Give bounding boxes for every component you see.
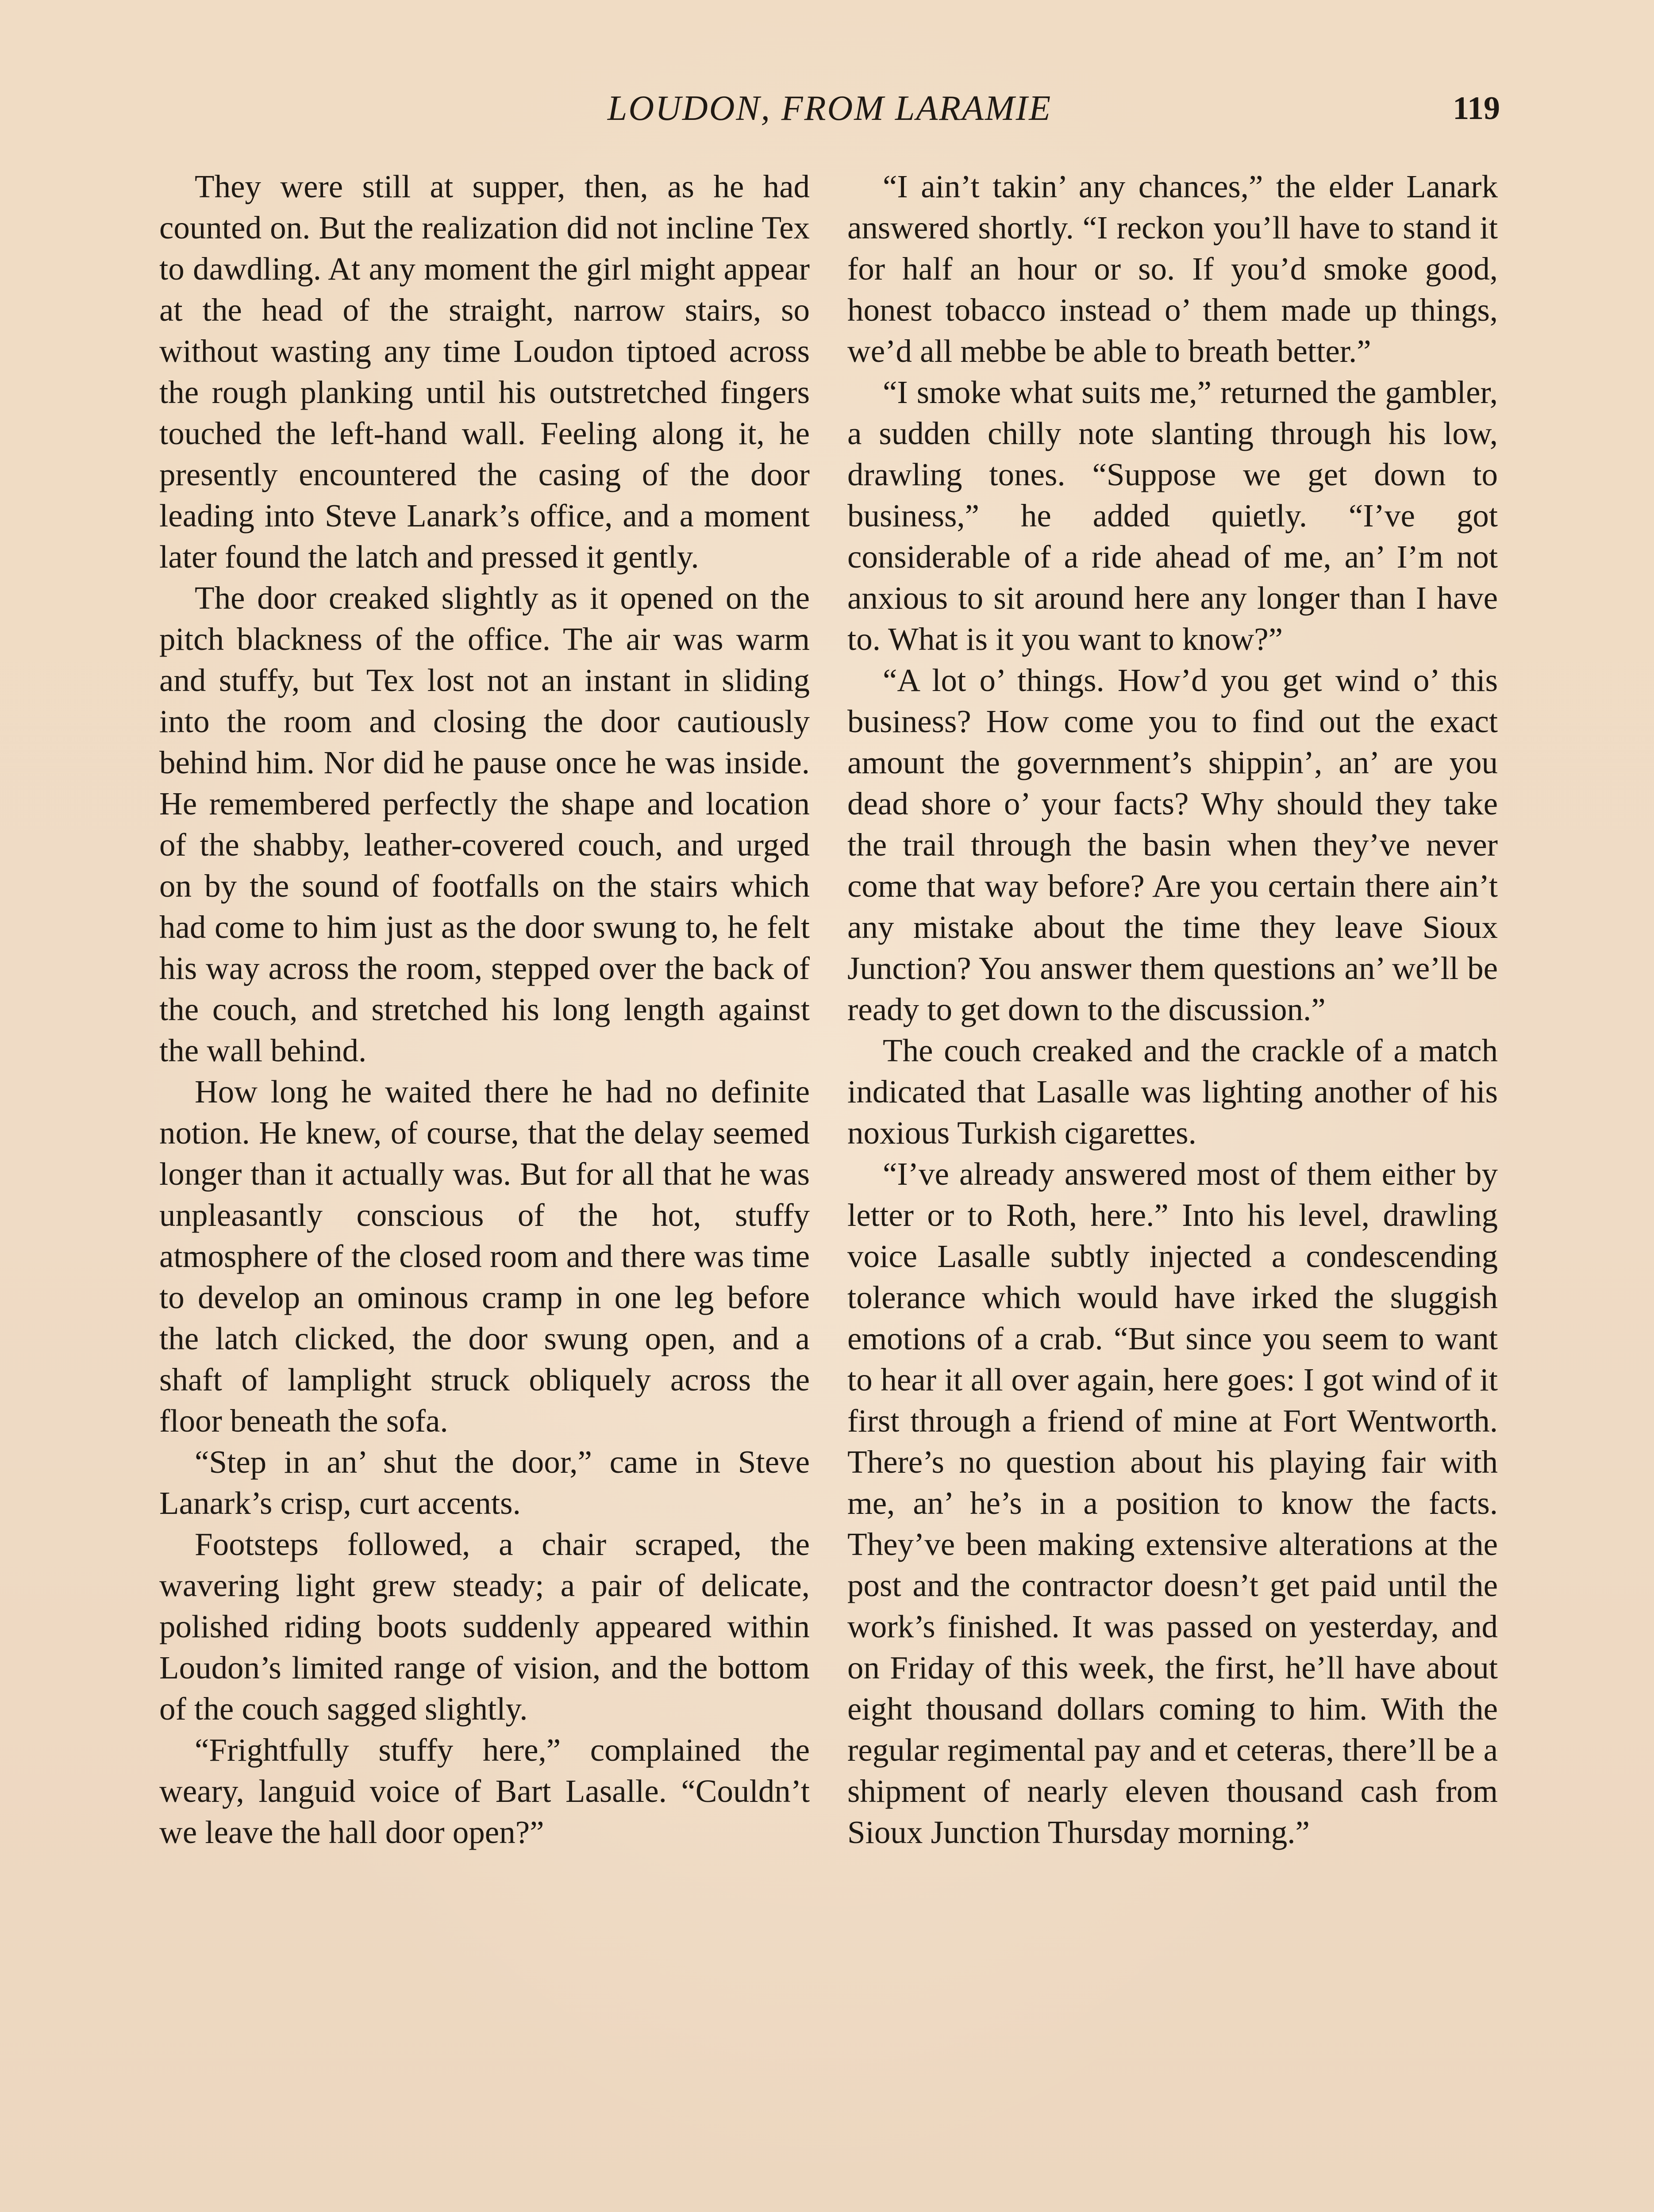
paragraph: “A lot o’ things. How’d you get wind o’ this business? How come you to find out the exact amount the government’s shippin’, an’ are you dead shore o’ your facts? Why should they take the trail through the basin when they’ve never come that way before? Are you certain there ain’t any mistake about the time they leave Sioux Junction? You answer them questions an’ we’ll be ready to get down to the discussion.” bbox=[847, 662, 1498, 1027]
paragraph: “I ain’t takin’ any chances,” the elder Lanark answered shortly. “I reckon you’ll have to stand it for half an hour or so. If you’d smoke good, honest tobacco instead o’ them made up things, we’d all mebbe be able to breath better.” bbox=[847, 169, 1498, 369]
paragraph: Footsteps followed, a chair scraped, the wavering light grew steady; a pair of delicate, polished riding boots suddenly appeared within Loudon’s limited range of vision, and the bottom of the couch sagged slightly. bbox=[159, 1526, 810, 1727]
paragraph: “Step in an’ shut the door,” came in Steve Lanark’s crisp, curt accents. bbox=[159, 1444, 810, 1521]
page-number: 119 bbox=[1453, 90, 1500, 127]
paragraph: “I smoke what suits me,” returned the gambler, a sudden chilly note slanting through his low, drawling tones. “Suppose we get down to business,” he added quietly. “I’ve got considerable of a ride ahead of me, an’ I’m not anxious to sit around here any longer than I have to. What is it you want to know?” bbox=[847, 374, 1498, 657]
page-header bbox=[159, 84, 1500, 137]
paragraph: “I’ve already answered most of them either by letter or to Roth, here.” Into his level, drawling voice Lasalle subtly injected a condescending tolerance which would have irked the sluggish emotions of a crab. “But since you seem to want to hear it all over again, here goes: I got wind of it first through a friend of mine at Fort Wentworth. There’s no question about his playing fair with me, an’ he’s in a position to know the facts. They’ve been making extensive alterations at the post and the contractor doesn’t get paid until the work’s finished. It was passed on yesterday, and on Friday of this week, the first, he’ll have about eight thousand dollars coming to him. With the regular regimental pay and et ceteras, there’ll be a shipment of nearly eleven thousand cash from Sioux Junction Thursday morning.” bbox=[847, 1156, 1498, 1850]
paragraph: How long he waited there he had no definite notion. He knew, of course, that the delay seemed longer than it actually was. But for all that he was unpleasantly conscious of the hot, stuffy atmosphere of the closed room and there was time to develop an ominous cramp in one leg before the latch clicked, the door swung open, and a shaft of lamplight struck obliquely across the floor beneath the sofa. bbox=[159, 1074, 810, 1439]
paragraph: The couch creaked and the crackle of a match indicated that Lasalle was lighting another of his noxious Turkish cigarettes. bbox=[847, 1033, 1498, 1151]
paragraph: They were still at supper, then, as he had counted on. But the realization did not incline Tex to dawdling. At any moment the girl might appear at the head of the straight, narrow stairs, so without wasting any time Loudon tiptoed across the rough planking until his outstretched fingers touched the left-hand wall. Feeling along it, he presently encountered the casing of the door leading into Steve Lanark’s office, and a moment later found the latch and pressed it gently. bbox=[159, 169, 810, 575]
paragraph: The door creaked slightly as it opened on the pitch blackness of the office. The air was warm and stuffy, but Tex lost not an instant in sliding into the room and closing the door cautiously behind him. Nor did he pause once he was inside. He remembered perfectly the shape and location of the shabby, leather-covered couch, and urged on by the sound of footfalls on the stairs which had come to him just as the door swung to, he felt his way across the room, stepped over the back of the couch, and stretched his long length against the wall behind. bbox=[159, 580, 810, 1068]
left-text-column bbox=[159, 166, 810, 1853]
right-text-column bbox=[847, 166, 1498, 1853]
paragraph: “Frightfully stuffy here,” complained the weary, languid voice of Bart Lasalle. “Couldn’t we leave the hall door open?” bbox=[159, 1732, 810, 1850]
running-title: LOUDON, FROM LARAMIE bbox=[607, 89, 1052, 128]
